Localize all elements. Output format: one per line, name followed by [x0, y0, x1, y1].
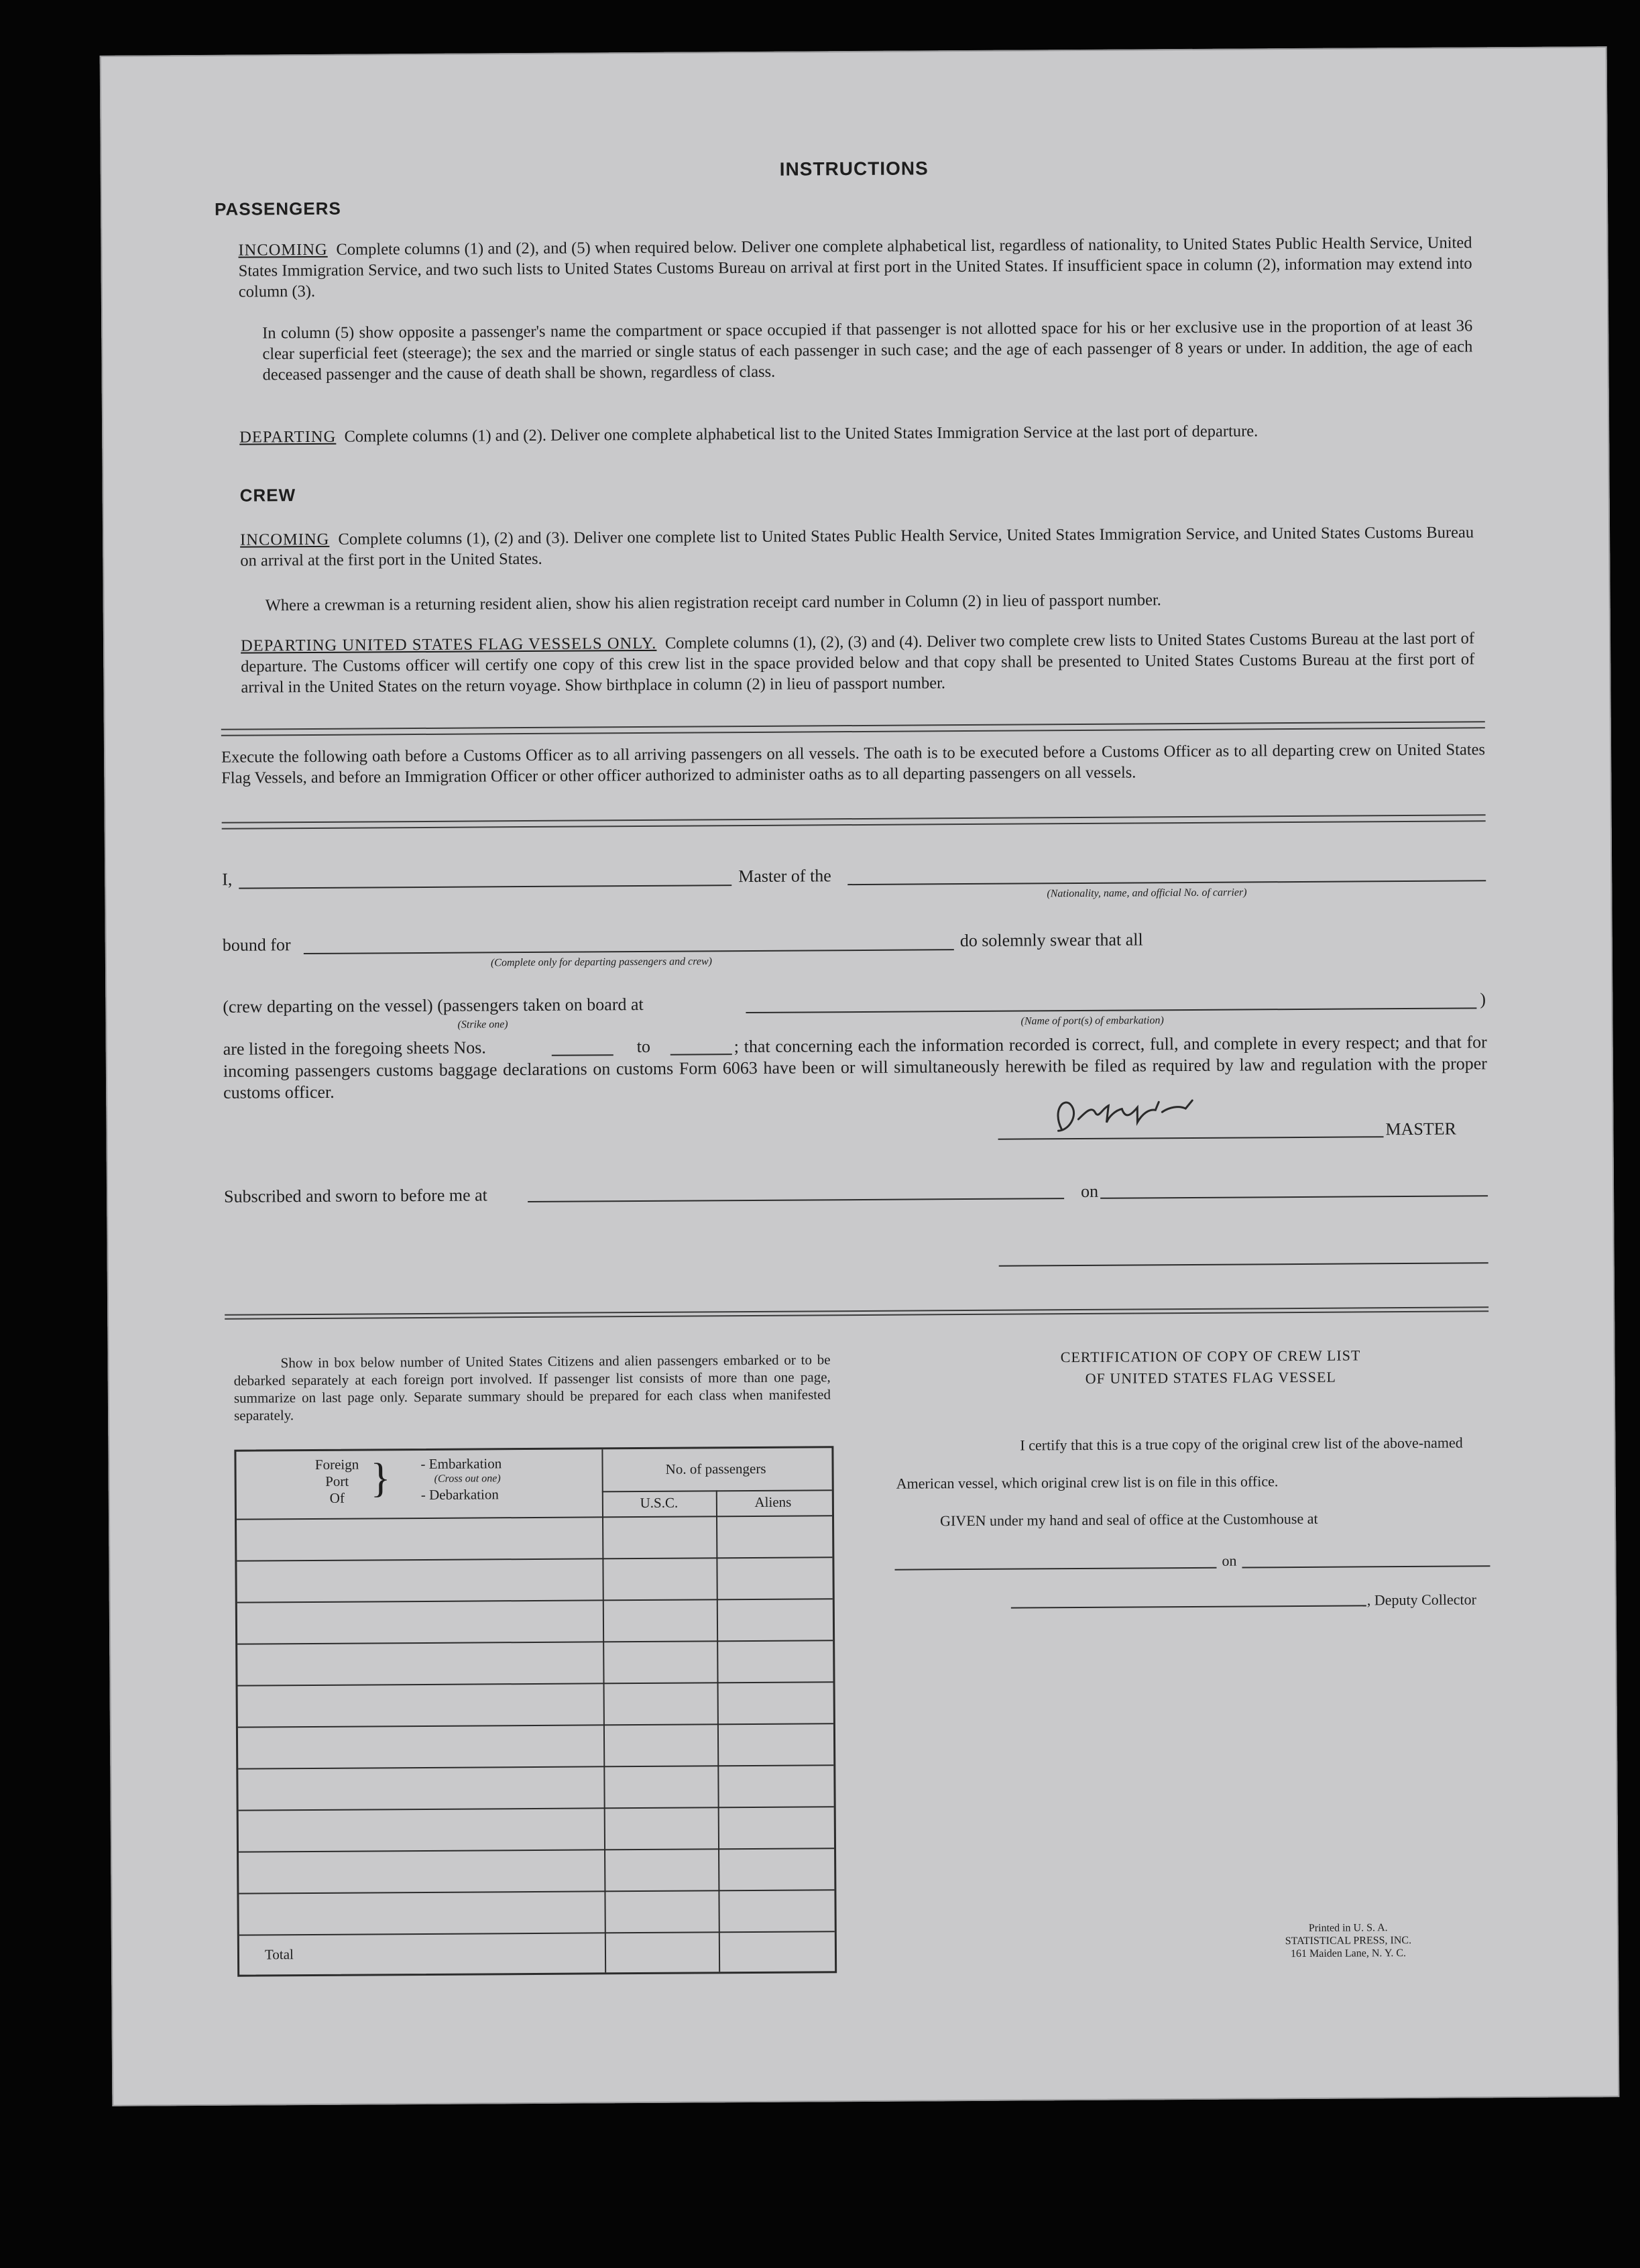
carrier-field[interactable]: [847, 880, 1486, 885]
crew-departing-text: Complete columns (1), (2), (3) and (4). Deliver two complete crew lists to United States Customs Bureau at the last port of departure. The Customs officer will certify one copy of this crew list in the space provided below and that copy shall be presented to United States Customs Bureau at the first port of arrival in the United States on the return voyage. Show birthplace in column (2) in lieu of passport number.: [241, 629, 1475, 697]
crew-departing-paragraph: [241, 628, 1475, 697]
passengers-heading: PASSENGERS: [214, 198, 341, 219]
foreign-label: Foreign: [314, 1456, 359, 1473]
cross-out-caption: (Cross out one): [434, 1473, 501, 1485]
table-divider: [238, 1723, 833, 1727]
crew-resident-paragraph: Where a crewman is a returning resident alien, show his alien registration receipt card number in Column (2) in lieu of passport number.: [265, 591, 1161, 615]
table-divider: [239, 1806, 834, 1811]
crew-departing-label: DEPARTING UNITED STATES FLAG VESSELS ONLY.: [240, 634, 657, 655]
page-title: INSTRUCTIONS: [779, 158, 929, 180]
crew-incoming-text: Complete columns (1), (2) and (3). Deliver one complete list to United States Public Health Service, United States Immigration Service, and United States Customs Bureau on arrival at the first port in the United States.: [240, 523, 1474, 570]
strike-one-caption: (Strike one): [457, 1019, 508, 1031]
oath-instructions: Execute the following oath before a Customs Officer as to all arriving passengers on all vessels. The oath is to be executed before a Customs Officer as to all departing crew on United States Flag Vessels, and before an Immigration Officer or other officer authorized to administer oaths as to all departing passengers on all vessels.: [221, 740, 1486, 787]
master-label: MASTER: [1385, 1119, 1457, 1139]
passenger-summary-table: [234, 1446, 837, 1976]
table-divider: [237, 1515, 832, 1520]
crew-passengers-label: (crew departing on the vessel) (passengers taken on board at: [223, 994, 644, 1017]
crew-incoming-paragraph: [240, 522, 1474, 571]
brace-icon: }: [370, 1455, 391, 1501]
passengers-incoming-text: Complete columns (1) and (2), and (5) when required below. Deliver one complete alphabetical list, regardless of nationality, to United States Public Health Service, United States Immigration Service, and two such lists to United States Customs Bureau on arrival at first port in the United States. If insufficient space in column (2), information may extend into column (3).: [238, 233, 1472, 301]
certify-line1: I certify that this is a true copy of the original crew list of the above-named: [1020, 1434, 1463, 1454]
sworn-place-field[interactable]: [528, 1198, 1064, 1202]
close-paren: ): [1480, 989, 1486, 1009]
certify-line2: American vessel, which original crew list is on file in this office.: [896, 1473, 1279, 1492]
deputy-collector-field[interactable]: [1011, 1605, 1366, 1608]
port-caption: (Name of port(s) of embarkation): [1020, 1015, 1164, 1027]
embarkation-port-field[interactable]: [746, 1007, 1476, 1013]
passengers-departing-label: DEPARTING: [239, 427, 337, 447]
no-of-passengers-header: No. of passengers: [665, 1460, 766, 1477]
given-line: GIVEN under my hand and seal of office at the Customhouse at: [939, 1510, 1318, 1530]
sworn-date-field[interactable]: [1100, 1195, 1488, 1199]
usc-header: U.S.C.: [640, 1494, 679, 1512]
table-divider: [237, 1640, 833, 1644]
certification-title: [952, 1344, 1468, 1390]
oath-i-label: I,: [222, 869, 233, 889]
table-divider: [239, 1889, 834, 1894]
table-divider: [237, 1556, 832, 1561]
table-divider: [237, 1598, 833, 1603]
imprint-line1: Printed in U. S. A.: [1308, 1922, 1388, 1934]
master-signature: [1031, 1082, 1220, 1143]
passengers-incoming-label: INCOMING: [238, 240, 328, 260]
bound-for-label: bound for: [222, 935, 291, 955]
deputy-collector-label: , Deputy Collector: [1366, 1591, 1476, 1609]
crew-heading: CREW: [239, 485, 296, 506]
of-label: Of: [329, 1489, 345, 1506]
double-rule: [222, 814, 1486, 830]
officer-signature-line[interactable]: [999, 1262, 1488, 1266]
double-rule: [221, 721, 1485, 736]
listed-label: are listed in the foregoing sheets Nos.: [223, 1037, 486, 1059]
cert-date-field[interactable]: [1242, 1565, 1490, 1568]
table-divider: [601, 1449, 606, 1972]
aliens-header: Aliens: [754, 1493, 792, 1510]
passengers-incoming-paragraph: [238, 232, 1472, 302]
double-rule: [225, 1306, 1488, 1320]
passengers-departing-text: Complete columns (1) and (2). Deliver one complete alphabetical list to the United States Immigration Service at the last port of departure.: [344, 422, 1258, 446]
carrier-caption: (Nationality, name, and official No. of carrier): [1047, 887, 1247, 900]
embarkation-label[interactable]: - Embarkation: [420, 1455, 502, 1473]
table-divider: [238, 1764, 833, 1769]
debarkation-label[interactable]: - Debarkation: [420, 1486, 499, 1504]
bound-for-caption: (Complete only for departing passengers and crew): [490, 956, 713, 969]
imprint-line2: STATISTICAL PRESS, INC.: [1285, 1934, 1412, 1947]
port-label: Port: [325, 1473, 349, 1489]
crew-incoming-label: INCOMING: [240, 530, 330, 549]
to-label: to: [636, 1036, 651, 1057]
master-of-the-label: Master of the: [738, 866, 831, 887]
cert-on-label: on: [1222, 1552, 1237, 1569]
table-divider: [239, 1931, 835, 1935]
table-divider: [238, 1681, 833, 1686]
form-page: [100, 46, 1620, 2106]
table-divider: [239, 1848, 834, 1852]
sworn-on-label: on: [1080, 1181, 1099, 1201]
customhouse-field[interactable]: [894, 1567, 1216, 1571]
summary-instructions: Show in box below number of United States Citizens and alien passengers embarked or to be debarked separately at each foreign port involved. If passenger list consists of more than one page, summarize on last page only. Separate summary should be prepared for each class when manifested separately.: [233, 1351, 831, 1424]
certification-title-line2: OF UNITED STATES FLAG VESSEL: [1085, 1368, 1336, 1387]
table-divider: [716, 1490, 720, 1972]
swear-label: do solemnly swear that all: [959, 929, 1143, 951]
total-label: Total: [264, 1946, 294, 1963]
imprint-line3: 161 Maiden Lane, N. Y. C.: [1290, 1947, 1407, 1960]
printer-imprint: [1251, 1921, 1446, 1961]
bound-for-field[interactable]: [304, 949, 954, 954]
listed-text: ; that concerning each the information recorded is correct, full, and complete in every respect; and that for incoming passengers customs baggage declarations on customs Form 6063 have been or will simultaneously herewith be filed as required by law and regulation with the proper customs officer.: [223, 1032, 1487, 1102]
passengers-departing-paragraph: [239, 419, 1473, 447]
master-name-field[interactable]: [239, 885, 731, 889]
foreign-port-header: [310, 1457, 363, 1507]
certification-title-line1: CERTIFICATION OF COPY OF CREW LIST: [1060, 1347, 1361, 1366]
passengers-column5-paragraph: In column (5) show opposite a passenger's name the compartment or space occupied if that passenger is not allotted space for his or her exclusive use in the proportion of at least 36 clear superficial feet (steerage); the sex and the married or single status of each passenger in such case; and the age of each passenger of 8 years or under. In addition, the age of each deceased passenger and the cause of death shall be shown, regardless of class.: [262, 317, 1473, 384]
subscribed-label: Subscribed and sworn to before me at: [223, 1185, 487, 1206]
